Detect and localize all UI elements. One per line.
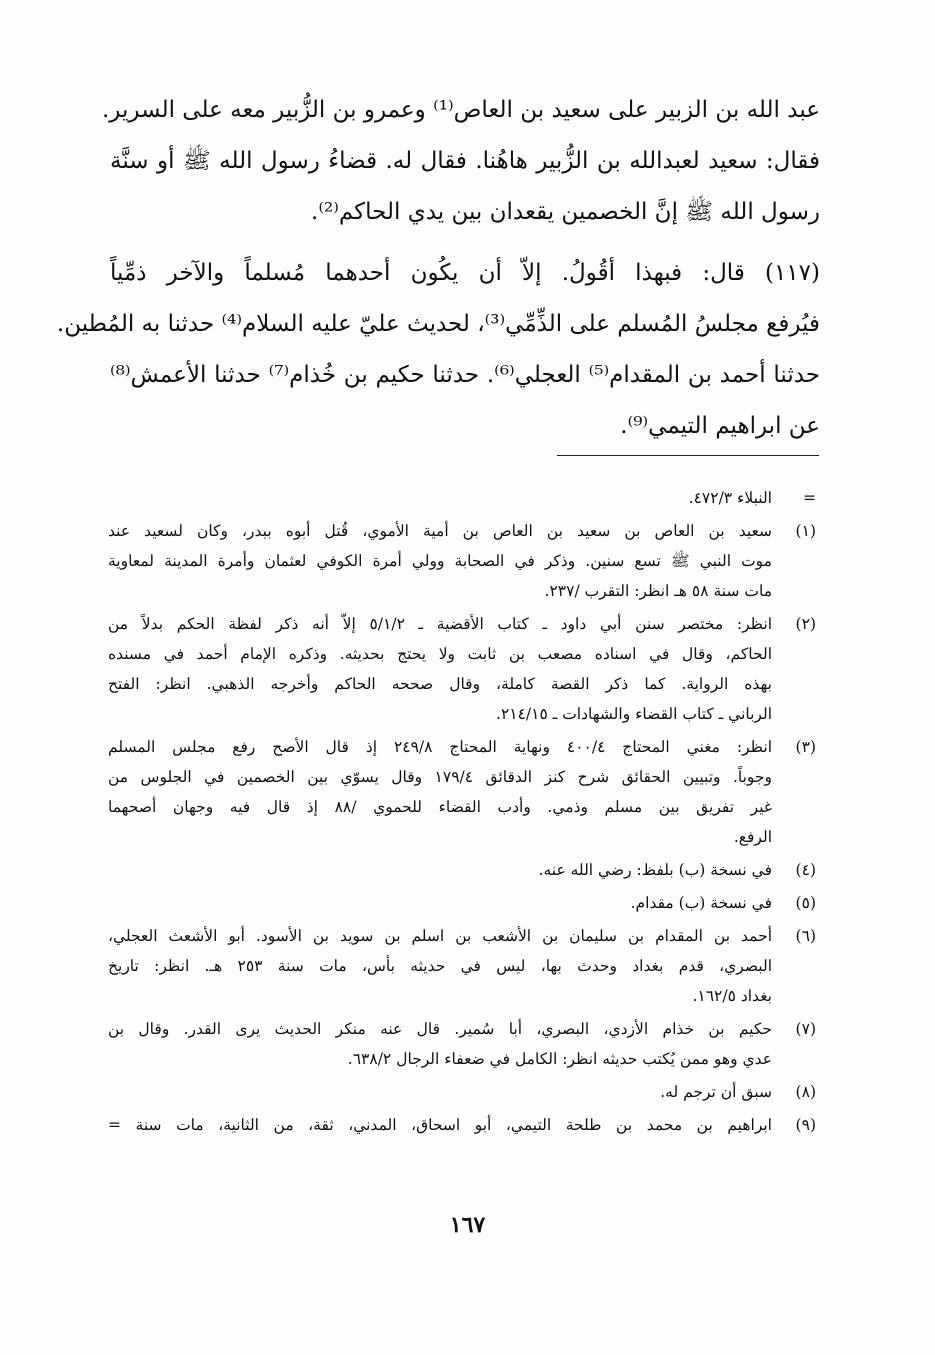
footnote-line: بغداد ١٦٢/٥. <box>692 987 772 1005</box>
footnote <box>108 1014 818 1074</box>
footnote-line: حكيم بن خذام الأزدي، البصري، أبا سُمير. قال عنه منكر الحديث يرى القدر. وقال بن <box>108 1020 772 1038</box>
main-text-line: عبد الله بن الزبير على سعيد بن العاص⁽¹⁾ وعمرو بن الزُّبير معه على السرير. <box>101 97 820 123</box>
footnote-line: في نسخة (ب) بلفظ: رضي الله عنه. <box>538 861 772 879</box>
footnote-line: الرباني ـ كتاب القضاء والشهادات ـ ٢١٤/١٥. <box>496 705 772 723</box>
footnote <box>108 1110 818 1140</box>
footnote-number: (٦) <box>795 927 816 945</box>
footnote-line: ابراهيم بن محمد بن طلحة التيمي، أبو اسحاق، المدني، ثقة، من الثانية، مات سنة = <box>108 1116 772 1134</box>
footnote-line: مات سنة ٥٨ هـ انظر: التقرب /٢٣٧. <box>544 582 772 600</box>
footnote-line: أحمد بن المقدام بن سليمان بن الأشعب بن اسلم بن سويد بن الأسود. أبو الأشعث العجلي، <box>108 927 772 945</box>
main-text-line: رسول الله ﷺ إنَّ الخصمين يقعدان بين يدي الحاكم⁽²⁾. <box>311 199 820 225</box>
footnote-number: = <box>803 489 816 507</box>
footnote-line: سبق أن ترجم له. <box>660 1083 772 1101</box>
footnote <box>108 483 818 513</box>
footnote-line: الحاكم، وقال في اسناده مصعب بن ثابت ولا يحتج بحديثه. وذكره الإمام أحمد في مسنده <box>108 645 772 663</box>
footnote <box>108 609 818 729</box>
footnote-line: انظر: مغني المحتاج ٤٠٠/٤ ونهاية المحتاج ٢٤٩/٨ إذ قال الأصح رفع مجلس المسلم <box>108 738 772 756</box>
footnote-number: (٥) <box>795 894 816 912</box>
footnote-number: (٢) <box>795 615 816 633</box>
footnote-line: البصري، قدم بغداد وحدث بها، ليس في حديثه بأس، مات سنة ٢٥٣ هـ. انظر: تاريخ <box>108 957 772 975</box>
footnote-line: سعيد بن العاص بن سعيد بن العاص بن أمية الأموي، قُتل أبوه ببدر، وكان لسعيد عند <box>108 522 772 540</box>
footnote <box>108 855 818 885</box>
footnote-number: (٩) <box>795 1116 816 1134</box>
footnote-line: الرفع. <box>733 828 772 846</box>
main-text-line: فيُرفع مجلسُ المُسلم على الذِّمِّي⁽³⁾، لحديث عليّ عليه السلام⁽⁴⁾ حدثنا به المُطين. <box>56 311 820 337</box>
footnote <box>108 921 818 1011</box>
footnote-line: وجوباً. وتبيين الحقائق شرح كنز الدقائق ١٧٩/٤ وقال يسوّي بين الخصمين في الجلوس من <box>108 768 772 786</box>
main-text-line: حدثنا أحمد بن المقدام⁽⁵⁾ العجلي⁽⁶⁾. حدثنا حكيم بن خُذام⁽⁷⁾ حدثنا الأعمش⁽⁸⁾ <box>110 362 821 388</box>
footnote-number: (١) <box>795 522 816 540</box>
footnote-line: عدي وهو ممن يُكتب حديثه انظر: الكامل في ضعفاء الرجال ٦٣٨/٢. <box>347 1050 772 1068</box>
main-text-line: (١١٧) قال: فبهذا أقُولُ. إلاّ أن يكُون أحدهما مُسلماً والآخر ذمِّياً <box>110 260 820 286</box>
footnote <box>108 516 818 606</box>
footnote-number: (٧) <box>795 1020 816 1038</box>
footnote-line: في نسخة (ب) مقدام. <box>630 894 772 912</box>
footnote <box>108 1077 818 1107</box>
footnote <box>108 732 818 852</box>
footnote-line: موت النبي ﷺ تسع سنين. وذكر في الصحابة وولي أمرة الكوفي لعثمان وأمرة المدينة لمعاوية <box>108 552 772 570</box>
footnote-number: (٣) <box>795 738 816 756</box>
footnote-line: غير تفريق بين مسلم وذمي. وأدب القضاء للحموي /٨٨ إذ قال فيه وجهان أصحهما <box>108 798 772 816</box>
main-text-line: عن ابراهيم التيمي⁽⁹⁾. <box>620 413 820 439</box>
main-text <box>56 85 821 452</box>
footnote-line: النبلاء ٤٧٢/٣. <box>688 489 772 507</box>
main-text-line: فقال: سعيد لعبدالله بن الزُّبير هاهُنا. فقال له. قضاءُ رسول الله ﷺ أو سنَّة <box>110 148 820 174</box>
page-number: ١٦٧ <box>449 1212 486 1238</box>
footnote-number: (٨) <box>795 1083 816 1101</box>
footnote <box>108 888 818 918</box>
footnote-line: انظر: مختصر سنن أبي داود ـ كتاب الأقضية ـ ٥/١/٢ إلاّ أنه ذكر لفظة الحكم بدلاً من <box>108 615 773 633</box>
footnotes <box>108 483 818 1143</box>
footnote-separator <box>557 455 819 456</box>
footnote-line: بهذه الرواية. كما ذكر القصة كاملة، وقال صححه الحاكم وأخرجه الذهبي. انظر: الفتح <box>108 675 772 693</box>
footnote-number: (٤) <box>795 861 816 879</box>
